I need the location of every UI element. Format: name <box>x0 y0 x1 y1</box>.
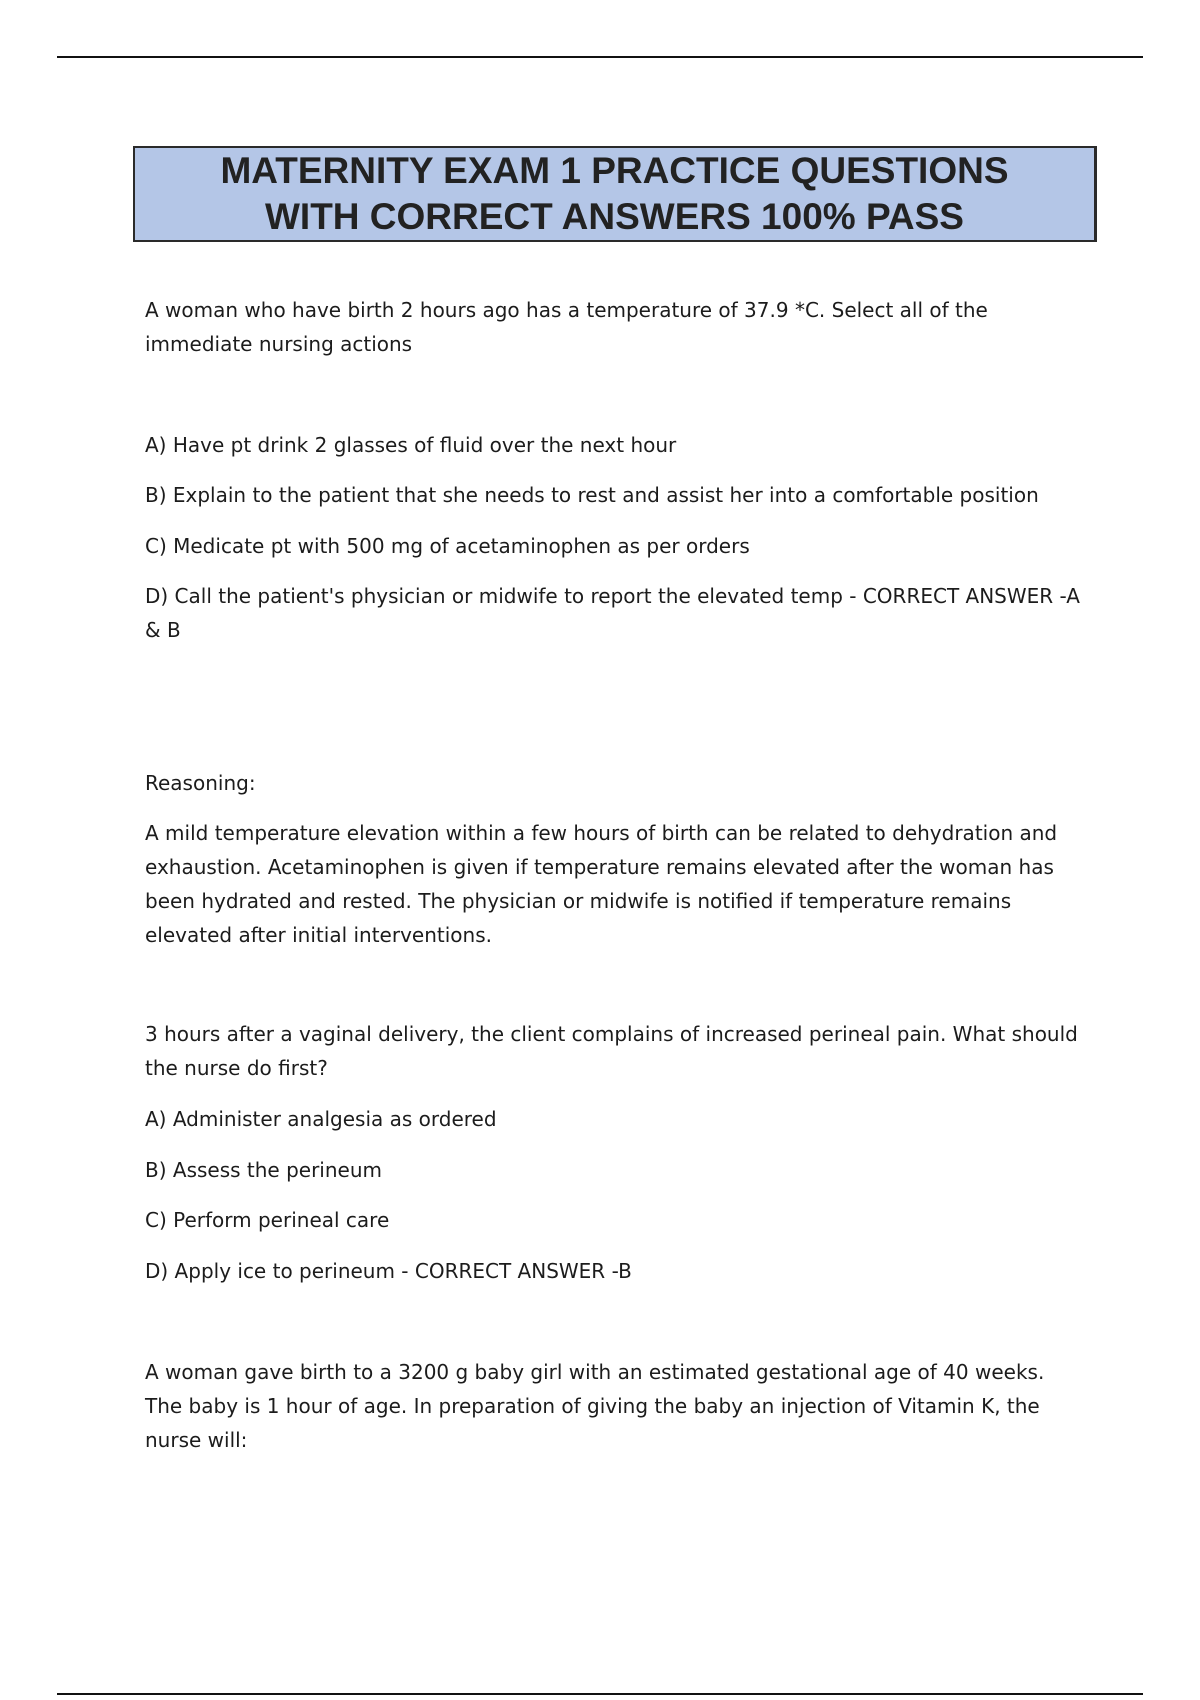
title-line-2: WITH CORRECT ANSWERS 100% PASS <box>265 196 964 237</box>
question-1-option-c: C) Medicate pt with 500 mg of acetaminophen as per orders <box>145 534 750 558</box>
reasoning-text: A mild temperature elevation within a few hours of birth can be related to dehydration and exhaustion. Acetaminophen is given if temperature remains elevated after the woman has been hydrated and rested. The physician or midwife is notified if temperature remains elevated after initial interventions. <box>145 821 1058 947</box>
question-2-option-b: B) Assess the perineum <box>145 1158 383 1182</box>
question-3-text: A woman gave birth to a 3200 g baby girl with an estimated gestational age of 40 weeks. The baby is 1 hour of age. In preparation of giving the baby an injection of Vitamin K, the nurse will: <box>145 1360 1045 1452</box>
title-banner <box>133 146 1097 242</box>
top-rule <box>57 56 1143 58</box>
question-1-option-d: D) Call the patient's physician or midwife to report the elevated temp - CORRECT ANSWER -A & B <box>145 584 1080 642</box>
title-line-1: MATERNITY EXAM 1 PRACTICE QUESTIONS <box>220 150 1009 191</box>
question-1-option-a: A) Have pt drink 2 glasses of fluid over the next hour <box>145 433 677 457</box>
question-2-option-c: C) Perform perineal care <box>145 1208 390 1232</box>
question-1-option-b: B) Explain to the patient that she needs to rest and assist her into a comfortable position <box>145 483 1039 507</box>
reasoning-heading: Reasoning: <box>145 771 256 795</box>
question-2-option-a: A) Administer analgesia as ordered <box>145 1107 497 1131</box>
question-1-text: A woman who have birth 2 hours ago has a temperature of 37.9 *C. Select all of the immediate nursing actions <box>145 298 988 356</box>
question-2-option-d: D) Apply ice to perineum - CORRECT ANSWER -B <box>145 1259 632 1283</box>
question-2-text: 3 hours after a vaginal delivery, the client complains of increased perineal pain. What should the nurse do first? <box>145 1022 1078 1080</box>
bottom-rule <box>57 1693 1143 1695</box>
